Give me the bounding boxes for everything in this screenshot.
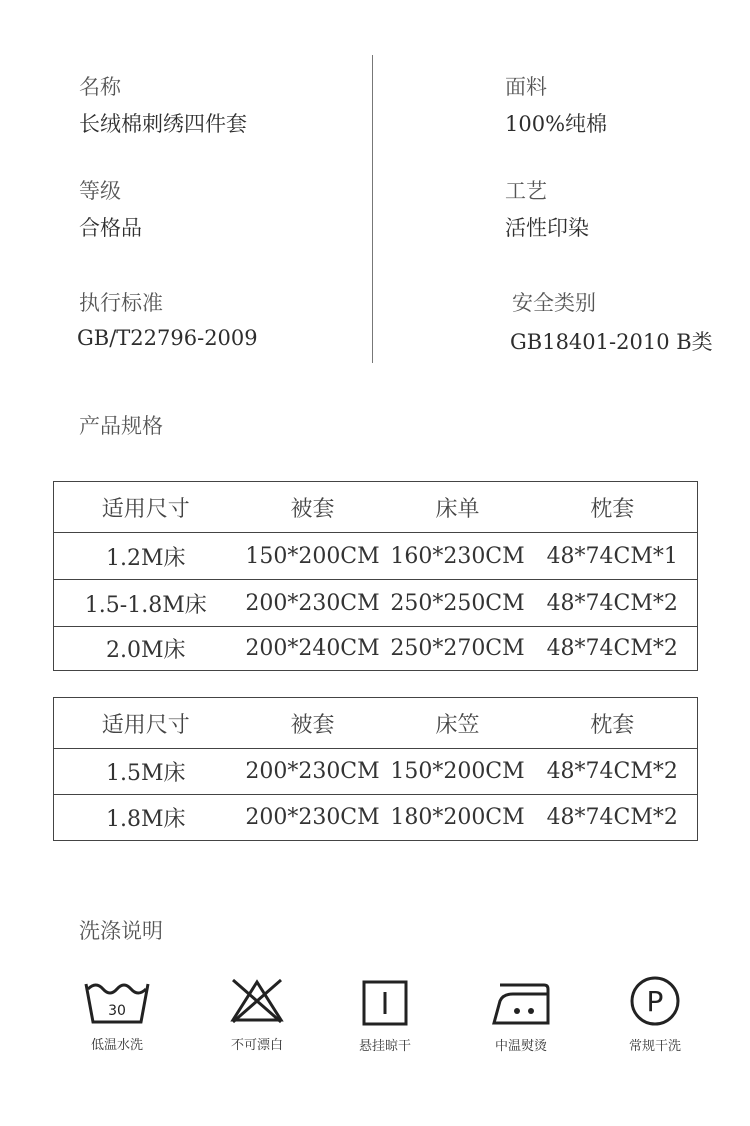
wash-temp-text: 30 <box>108 1003 126 1019</box>
safety-label: 安全类别 <box>512 291 596 315</box>
name-label: 名称 <box>79 75 121 99</box>
table-cell: 150*200CM <box>238 533 388 580</box>
care-label-hang: 悬挂晾干 <box>358 1039 411 1054</box>
care-title: 洗涤说明 <box>79 919 163 943</box>
table-row <box>54 795 698 841</box>
table-cell: 1.5M床 <box>54 749 238 795</box>
table-row <box>54 627 698 671</box>
header-cell: 枕套 <box>590 712 635 738</box>
dry-clean-letter: P <box>646 985 664 1018</box>
table-cell: 48*74CM*2 <box>528 749 698 795</box>
table-cell: 250*250CM <box>388 580 528 627</box>
table-cell: 200*230CM <box>238 749 388 795</box>
table-cell: 200*240CM <box>238 627 388 671</box>
table-cell: 150*200CM <box>388 749 528 795</box>
table-row <box>54 533 698 580</box>
care-label-dryclean: 常规干洗 <box>628 1039 681 1054</box>
table-header-row <box>54 698 698 749</box>
header-cell: 适用尺寸 <box>101 712 190 738</box>
table-cell: 48*74CM*2 <box>528 580 698 627</box>
grade-value: 合格品 <box>79 216 142 240</box>
table-cell: 1.5-1.8M床 <box>54 580 238 627</box>
table-cell: 2.0M床 <box>54 627 238 671</box>
wash-30-icon <box>82 978 152 1026</box>
care-label-iron: 中温熨烫 <box>494 1039 547 1054</box>
safety-value: GB18401-2010 B类 <box>510 330 713 354</box>
standard-value: GB/T22796-2009 <box>77 326 258 350</box>
care-item-iron <box>461 979 581 1054</box>
header-cell: 床单 <box>435 496 480 522</box>
iron-medium-icon <box>486 979 556 1027</box>
name-value: 长绒棉刺绣四件套 <box>79 112 247 136</box>
dry-clean-p-icon <box>627 975 683 1027</box>
standard-label: 执行标准 <box>79 291 163 315</box>
care-label-wash: 低温水洗 <box>90 1038 143 1053</box>
header-cell: 被套 <box>290 712 335 738</box>
table-cell: 48*74CM*1 <box>528 533 698 580</box>
table-cell: 48*74CM*2 <box>528 795 698 841</box>
craft-label: 工艺 <box>505 179 547 203</box>
grade-label: 等级 <box>79 179 121 203</box>
table-cell: 180*200CM <box>388 795 528 841</box>
table-cell: 200*230CM <box>238 795 388 841</box>
table-cell: 200*230CM <box>238 580 388 627</box>
header-cell: 被套 <box>290 496 335 522</box>
table-row <box>54 580 698 627</box>
header-cell: 适用尺寸 <box>101 496 190 522</box>
care-item-hang <box>325 979 445 1054</box>
fabric-label: 面料 <box>505 75 547 99</box>
craft-value: 活性印染 <box>505 216 589 240</box>
care-item-bleach <box>197 976 317 1053</box>
table-row <box>54 749 698 795</box>
table-cell: 1.8M床 <box>54 795 238 841</box>
care-label-bleach: 不可漂白 <box>230 1038 283 1053</box>
care-item-dryclean <box>595 975 715 1054</box>
spec-title: 产品规格 <box>79 414 163 438</box>
table-cell: 160*230CM <box>388 533 528 580</box>
table-cell: 1.2M床 <box>54 533 238 580</box>
table-cell: 48*74CM*2 <box>528 627 698 671</box>
no-bleach-icon <box>227 976 287 1026</box>
spec-table-2 <box>53 697 698 841</box>
care-item-wash <box>57 978 177 1053</box>
hang-dry-icon <box>360 979 410 1027</box>
table-cell: 250*270CM <box>388 627 528 671</box>
info-divider <box>372 55 373 363</box>
header-cell: 枕套 <box>590 496 635 522</box>
fabric-value: 100%纯棉 <box>505 112 608 136</box>
table-header-row <box>54 482 698 533</box>
header-cell: 床笠 <box>435 712 480 738</box>
spec-table-1 <box>53 481 698 671</box>
